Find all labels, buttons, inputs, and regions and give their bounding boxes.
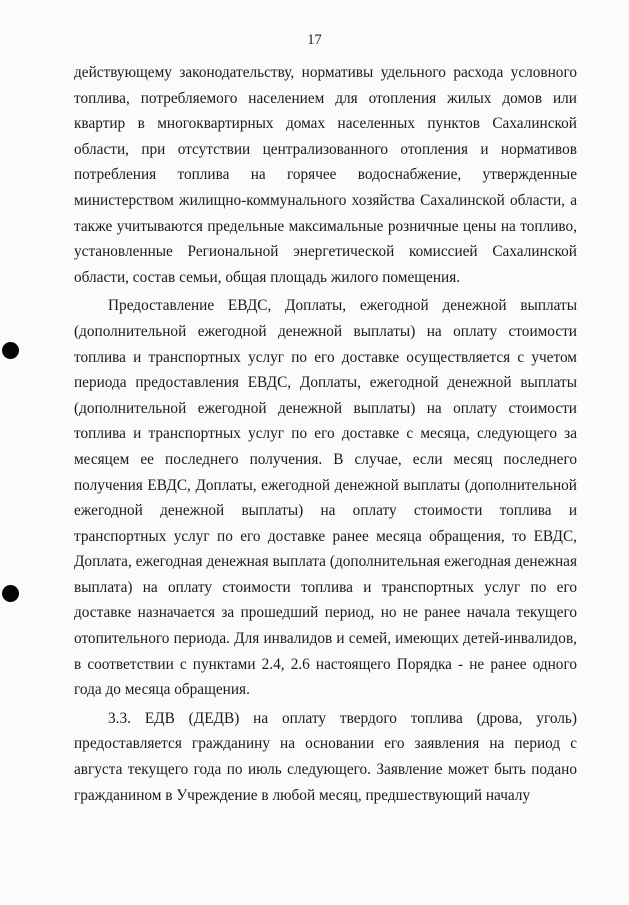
paragraph-evds-provision: Предоставление ЕВДС, Доплаты, ежегодной денежной выплаты (дополнительной ежегодной денежной выплаты) на оплату стоимости топлива и транспортных услуг по его доставке осуществляется с учетом периода предоставления ЕВДС, Доплаты, ежегодной денежной выплаты (дополнительной ежегодной денежной выплаты) на оплату стоимости топлива и транспортных услуг по его доставке с месяца, следующего за месяцем ее последнего получения. В случае, если месяц последнего получения ЕВДС, Доплаты, ежегодной денежной выплаты (дополнительной ежегодной денежной выплаты) на оплату стоимости топлива и транспортных услуг по его доставке ранее месяца обращения, то ЕВДС, Доплата, ежегодная денежная выплата (дополнительная ежегодная денежная выплата) на оплату стоимости топлива и транспортных услуг по его доставке назначается за прошедший период, но не ранее начала текущего отопительного периода. Для инвалидов и семей, имеющих детей-инвалидов, в соответствии с пунктами 2.4, 2.6 настоящего Порядка - не ранее одного года до месяца обращения. [74, 297, 577, 699]
document-body [74, 60, 577, 808]
punch-hole-bottom [2, 585, 19, 602]
paragraph-3-3: 3.3. ЕДВ (ДЕДВ) на оплату твердого топлива (дрова, уголь) предоставляется гражданину на основании его заявления на период с августа текущего года по июль следующего. Заявление может быть подано гражданином в Учреждение в любой месяц, предшествующий началу [74, 709, 577, 804]
punch-hole-top [2, 342, 19, 359]
page-number: 17 [307, 32, 322, 48]
paragraph-continuation: действующему законодательству, нормативы удельного расхода условного топлива, потребляемого населением для отопления жилых домов или квартир в многоквартирных домах населенных пунктов Сахалинской области, при отсутствии централизованного отопления и нормативов потребления топлива на горячее водоснабжение, утвержденные министерством жилищно-коммунального хозяйства Сахалинской области, а также учитываются предельные максимальные розничные цены на топливо, установленные Региональной энергетической комиссией Сахалинской области, состав семьи, общая площадь жилого помещения. [74, 64, 577, 286]
